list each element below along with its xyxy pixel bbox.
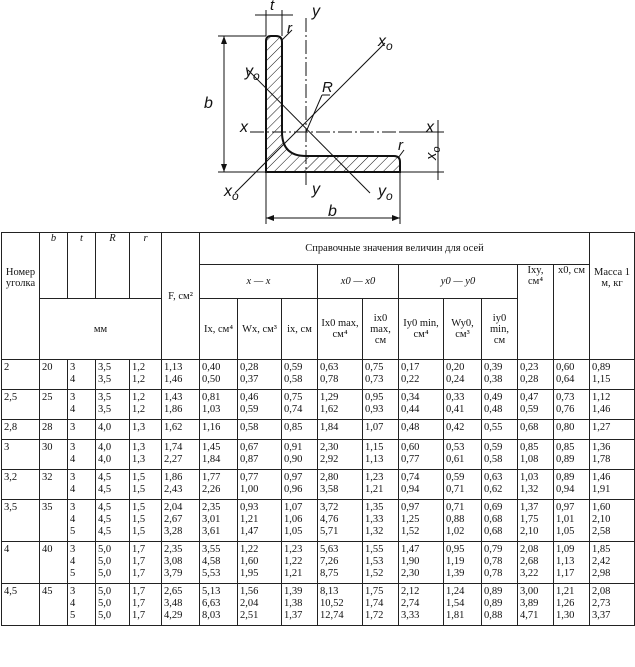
cell-wy0: 0,59 0,71	[444, 470, 482, 500]
cell-t: 3	[68, 420, 96, 440]
table-row	[2, 360, 635, 390]
cell-no: 4,5	[2, 584, 40, 626]
cell-iy0: 0,59 0,58	[482, 440, 518, 470]
cell-r: 4,5 4,5 4,5	[96, 500, 130, 542]
cell-wy0: 0,20 0,24	[444, 360, 482, 390]
cell-iy0: 0,48	[399, 420, 444, 440]
cell-f: 1,43 1,86	[162, 390, 200, 420]
cell-ixy: 0,23 0,28	[518, 360, 554, 390]
table-row	[2, 420, 635, 440]
cell-no: 3,5	[2, 500, 40, 542]
label-y0-left: $y_o$	[245, 63, 260, 83]
table-row	[2, 542, 635, 584]
cell-r: 3,5 3,5	[96, 360, 130, 390]
cell-r: 1,5 1,5 1,5	[130, 500, 162, 542]
cell-ix: 1,77 2,26	[200, 470, 238, 500]
label-r-right: r	[398, 137, 403, 154]
angle-section-drawing	[0, 0, 635, 232]
cell-ix: 2,35 3,01 3,61	[200, 500, 238, 542]
cell-r: 1,2 1,2	[130, 390, 162, 420]
cell-t: 3 4 5	[68, 500, 96, 542]
header-F: F, см²	[162, 233, 200, 360]
cell-ix0: 1,15 1,13	[363, 440, 399, 470]
cell-ix0: 2,30 2,92	[318, 440, 363, 470]
cell-no: 4	[2, 542, 40, 584]
header-mm: мм	[40, 299, 162, 360]
label-y-bottom: y	[312, 181, 320, 198]
cell-ix: 0,85	[282, 420, 318, 440]
cell-wy0: 0,95 1,19 1,39	[444, 542, 482, 584]
cell-mass: 1,60 2,10 2,58	[590, 500, 635, 542]
cell-r: 3,5 3,5	[96, 390, 130, 420]
cell-no: 2,8	[2, 420, 40, 440]
cell-ix0: 0,63 0,78	[318, 360, 363, 390]
cell-r: 1,2 1,2	[130, 360, 162, 390]
cell-r: 1,7 1,7 1,7	[130, 542, 162, 584]
cell-x0: 0,89 0,94	[554, 470, 590, 500]
header-Iy0: Iy0 min, см⁴	[399, 299, 444, 360]
cell-b: 40	[40, 542, 68, 584]
cell-x0: 1,09 1,13 1,17	[554, 542, 590, 584]
cell-ix0: 3,72 4,76 5,71	[318, 500, 363, 542]
table-row	[2, 500, 635, 542]
cell-ix: 3,55 4,58 5,53	[200, 542, 238, 584]
header-Wx: Wx, см³	[238, 299, 282, 360]
header-iy0: iy0 min, см	[482, 299, 518, 360]
table-row	[2, 440, 635, 470]
cell-iy0: 0,17 0,22	[399, 360, 444, 390]
cell-t: 3 4	[68, 440, 96, 470]
cell-wx: 0,58	[238, 420, 282, 440]
cell-iy0: 0,49 0,48	[482, 390, 518, 420]
cell-wx: 1,22 1,60 1,95	[238, 542, 282, 584]
cell-no: 2	[2, 360, 40, 390]
cell-ixy: 1,03 1,32	[518, 470, 554, 500]
cell-ix: 1,45 1,84	[200, 440, 238, 470]
cell-ixy: 0,47 0,59	[518, 390, 554, 420]
cell-ix: 1,16	[200, 420, 238, 440]
cell-b: 20	[40, 360, 68, 390]
cell-t: 3 4	[68, 390, 96, 420]
cell-mass: 1,85 2,42 2,98	[590, 542, 635, 584]
cell-iy0: 0,55	[482, 420, 518, 440]
cell-b: 25	[40, 390, 68, 420]
cell-iy0: 0,97 1,25 1,52	[399, 500, 444, 542]
cell-b: 32	[40, 470, 68, 500]
cell-iy0: 0,79 0,78 0,78	[482, 542, 518, 584]
cell-wy0: 1,24 1,54 1,81	[444, 584, 482, 626]
cell-ixy: 1,37 1,75 2,10	[518, 500, 554, 542]
cell-x0: 1,21 1,26 1,30	[554, 584, 590, 626]
label-x0-bottom: $x_o$	[224, 183, 239, 203]
cell-t: 3 4 5	[68, 542, 96, 584]
cell-r: 5,0 5,0 5,0	[96, 584, 130, 626]
header-b: b	[40, 233, 68, 299]
cell-wx: 0,67 0,87	[238, 440, 282, 470]
cell-f: 1,62	[162, 420, 200, 440]
cell-wx: 0,77 1,00	[238, 470, 282, 500]
cell-r: 1,5 1,5	[130, 470, 162, 500]
label-r-top: r	[287, 20, 292, 37]
cell-ixy: 0,68	[518, 420, 554, 440]
cell-x0: 0,73 0,76	[554, 390, 590, 420]
cell-wx: 1,56 2,04 2,51	[238, 584, 282, 626]
label-t: t	[270, 0, 275, 14]
cell-ix0: 1,23 1,21	[363, 470, 399, 500]
cell-r: 1,3 1,3	[130, 440, 162, 470]
label-y0-bottom: $y_o$	[378, 183, 393, 203]
table-row	[2, 390, 635, 420]
header-ix0: ix0 max, см	[363, 299, 399, 360]
table-row	[2, 470, 635, 500]
header-axis-y0y0: y0 — y0	[399, 265, 518, 299]
cell-f: 2,35 3,08 3,79	[162, 542, 200, 584]
cell-ix: 0,91 0,90	[282, 440, 318, 470]
cell-wy0: 0,71 0,88 1,02	[444, 500, 482, 542]
angle-profile	[266, 36, 400, 172]
cell-x0: 0,97 1,01 1,05	[554, 500, 590, 542]
cell-x0: 0,60 0,64	[554, 360, 590, 390]
cell-ix: 0,75 0,74	[282, 390, 318, 420]
cell-ix0: 1,35 1,33 1,32	[363, 500, 399, 542]
header-t: t	[68, 233, 96, 299]
cell-ixy: 2,08 2,68 3,22	[518, 542, 554, 584]
cell-wy0: 0,53 0,61	[444, 440, 482, 470]
cell-r: 1,7 1,7 1,7	[130, 584, 162, 626]
cell-f: 1,13 1,46	[162, 360, 200, 390]
cell-wx: 0,93 1,21 1,47	[238, 500, 282, 542]
cell-ix: 0,59 0,58	[282, 360, 318, 390]
header-reference: Справочные значения величин для осей	[200, 233, 590, 265]
cell-ix0: 1,75 1,74 1,72	[363, 584, 399, 626]
cell-ix: 5,13 6,63 8,03	[200, 584, 238, 626]
cell-ix0: 1,84	[318, 420, 363, 440]
cell-mass: 1,27	[590, 420, 635, 440]
label-x-left: x	[240, 119, 248, 136]
cell-ix0: 5,63 7,26 8,75	[318, 542, 363, 584]
header-Wy0: Wy0, см³	[444, 299, 482, 360]
label-R: R	[322, 79, 333, 96]
cell-b: 35	[40, 500, 68, 542]
cell-mass: 0,89 1,15	[590, 360, 635, 390]
label-x0-top: $x_o$	[378, 33, 393, 53]
cell-iy0: 2,12 2,74 3,33	[399, 584, 444, 626]
header-axis-x0x0: x0 — x0	[318, 265, 399, 299]
cell-ix0: 0,95 0,93	[363, 390, 399, 420]
header-axis-xx: x — x	[200, 265, 318, 299]
table-body	[2, 360, 635, 626]
cell-ix0: 0,75 0,73	[363, 360, 399, 390]
label-b-bottom: b	[328, 203, 337, 220]
cell-ix: 0,40 0,50	[200, 360, 238, 390]
header-Ixy: Ixy, см⁴	[518, 265, 554, 360]
cell-ixy: 3,00 3,89 4,71	[518, 584, 554, 626]
cell-mass: 1,12 1,46	[590, 390, 635, 420]
header-Ix: Ix, см⁴	[200, 299, 238, 360]
cell-r: 4,0 4,0	[96, 440, 130, 470]
cell-r: 1,3	[130, 420, 162, 440]
cell-t: 3 4 5	[68, 584, 96, 626]
cell-mass: 1,36 1,78	[590, 440, 635, 470]
cell-ix: 0,97 0,96	[282, 470, 318, 500]
cell-mass: 1,46 1,91	[590, 470, 635, 500]
cell-ix: 1,39 1,38 1,37	[282, 584, 318, 626]
cell-ix0: 1,07	[363, 420, 399, 440]
header-number: Номер уголка	[2, 233, 40, 360]
cell-no: 2,5	[2, 390, 40, 420]
cell-b: 45	[40, 584, 68, 626]
cell-no: 3	[2, 440, 40, 470]
cell-wx: 0,46 0,59	[238, 390, 282, 420]
cell-r: 4,5 4,5	[96, 470, 130, 500]
cell-x0: 0,85 0,89	[554, 440, 590, 470]
cell-iy0: 1,47 1,90 2,30	[399, 542, 444, 584]
cell-x0: 0,80	[554, 420, 590, 440]
angle-properties-table	[1, 232, 635, 626]
cell-t: 3 4	[68, 470, 96, 500]
cell-mass: 2,08 2,73 3,37	[590, 584, 635, 626]
label-y-top: y	[312, 3, 320, 20]
cell-iy0: 0,63 0,62	[482, 470, 518, 500]
cell-r: 5,0 5,0 5,0	[96, 542, 130, 584]
header-R: R	[96, 233, 130, 299]
cell-ixy: 0,85 1,08	[518, 440, 554, 470]
cell-iy0: 0,69 0,68 0,68	[482, 500, 518, 542]
cell-ix0: 2,80 3,58	[318, 470, 363, 500]
cell-ix: 1,07 1,06 1,05	[282, 500, 318, 542]
cell-iy0: 0,34 0,44	[399, 390, 444, 420]
cell-ix0: 1,29 1,62	[318, 390, 363, 420]
cell-t: 3 4	[68, 360, 96, 390]
header-x0: x0, см	[554, 265, 590, 360]
cell-f: 1,86 2,43	[162, 470, 200, 500]
cell-wy0: 0,42	[444, 420, 482, 440]
cell-b: 28	[40, 420, 68, 440]
label-x-right: x	[426, 119, 434, 136]
cell-iy0: 0,60 0,77	[399, 440, 444, 470]
cell-iy0: 0,39 0,38	[482, 360, 518, 390]
cell-no: 3,2	[2, 470, 40, 500]
cell-ix0: 1,55 1,53 1,52	[363, 542, 399, 584]
cell-iy0: 0,74 0,94	[399, 470, 444, 500]
cell-f: 2,65 3,48 4,29	[162, 584, 200, 626]
cell-ix0: 8,13 10,52 12,74	[318, 584, 363, 626]
header-r: r	[130, 233, 162, 299]
header-mass: Масса 1 м, кг	[590, 233, 635, 360]
cell-ix: 1,23 1,22 1,21	[282, 542, 318, 584]
cell-wy0: 0,33 0,41	[444, 390, 482, 420]
cell-b: 30	[40, 440, 68, 470]
label-b-left: b	[204, 95, 213, 112]
table-row	[2, 584, 635, 626]
label-x0-right: $x_o$	[423, 146, 443, 160]
cell-f: 2,04 2,67 3,28	[162, 500, 200, 542]
cell-r: 4,0	[96, 420, 130, 440]
header-ix: ix, см	[282, 299, 318, 360]
cell-ix: 0,81 1,03	[200, 390, 238, 420]
cell-wx: 0,28 0,37	[238, 360, 282, 390]
cell-f: 1,74 2,27	[162, 440, 200, 470]
header-Ix0: Ix0 max, см⁴	[318, 299, 363, 360]
cell-iy0: 0,89 0,89 0,88	[482, 584, 518, 626]
